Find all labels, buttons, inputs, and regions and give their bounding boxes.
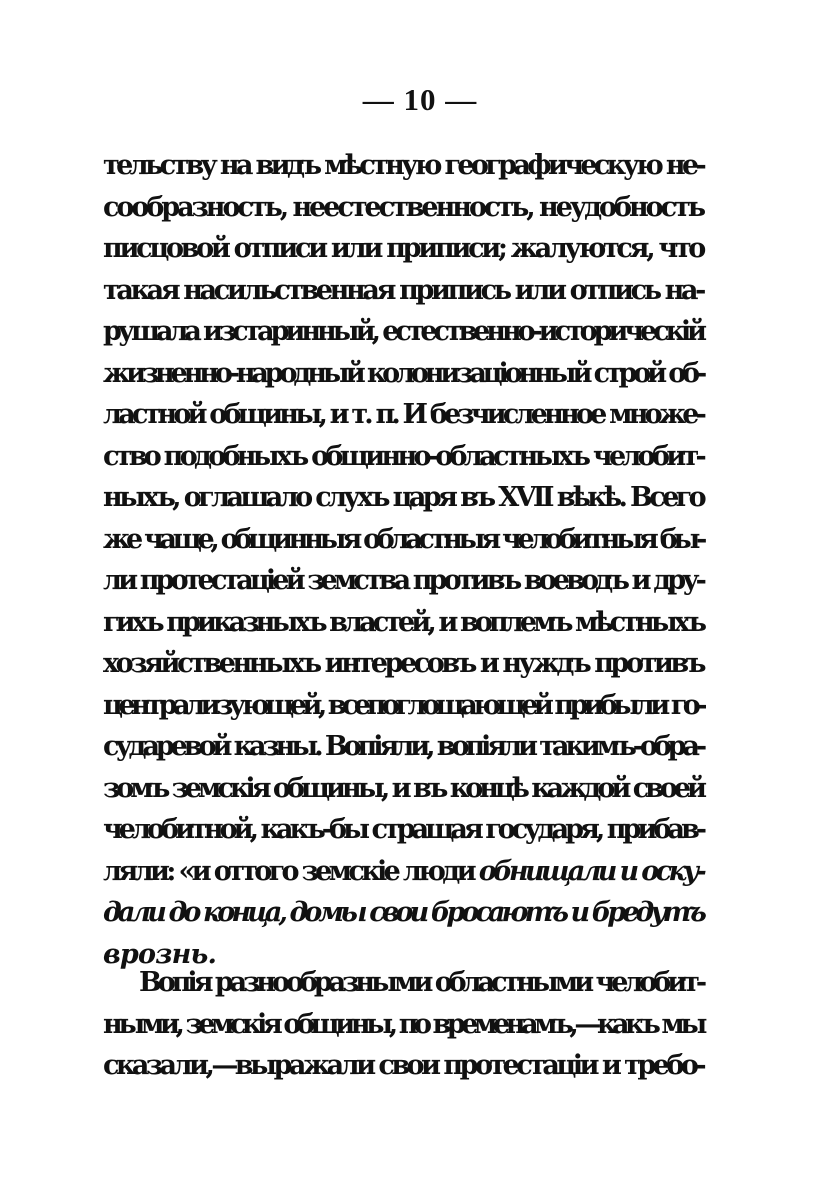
italic-segment: обнищали и оску- (478, 855, 703, 887)
paragraph-1 (103, 145, 703, 975)
text-line: сударевой казны. Вопіяли, вопіяли такимъ-обра- (103, 731, 703, 762)
text-line: ными, земскія общины, по временамъ,—какъ мы (103, 1008, 703, 1040)
text-line: сообразность, неестественность, неудобность (103, 191, 703, 223)
text-line: ли протестаціей земства противъ воеводъ и дру- (103, 565, 703, 596)
text-line: ство подобныхъ общинно-областныхъ челобит- (103, 440, 703, 472)
text-line: зомъ земскія общины, и въ концѣ каждой своей (103, 772, 703, 804)
text-line: гихъ приказныхъ властей, и воплемъ мѣстныхъ (103, 606, 703, 638)
italic-line: врознь. (103, 938, 217, 970)
text-line: ныхъ, оглашало слухъ царя въ XVII вѣкѣ. Всего (103, 482, 703, 513)
text-line: же чаще, общинныя областныя челобитныя бы- (103, 523, 703, 555)
text-line: ластной общины, и т. п. И безчисленное множе- (103, 399, 703, 430)
text-line: челобитной, какъ-бы стращая государя, прибав- (103, 814, 703, 845)
text-line: такая насильственная припись или отпись на- (103, 274, 703, 306)
text-line: тельству на видъ мѣстную географическую не- (103, 150, 703, 181)
page-number: — 10 — (362, 82, 478, 117)
paragraph-2 (103, 962, 703, 1087)
text-line: рушала изстаринный, естественно-историческій (103, 316, 703, 347)
text-line-mixed (103, 851, 703, 893)
text-line: писцовой отписи или приписи; жалуются, что (103, 233, 703, 264)
text-line: хозяйственныхъ интересовъ и нуждъ противъ (103, 648, 703, 679)
text-line: Вопія разнообразными областными челобит- (139, 967, 703, 998)
text-line: сказали,—выражали свои протестаціи и требо- (103, 1050, 703, 1081)
text-line: жизненно-народный колонизаціонный строй об- (103, 357, 703, 389)
text-segment: ляли: «и оттого земскіе люди (103, 855, 479, 887)
italic-line: дали до конца, домы свои бросаютъ и бредутъ (103, 897, 703, 928)
text-line: централизующей, всепоглощающей прибыли го- (103, 689, 703, 721)
